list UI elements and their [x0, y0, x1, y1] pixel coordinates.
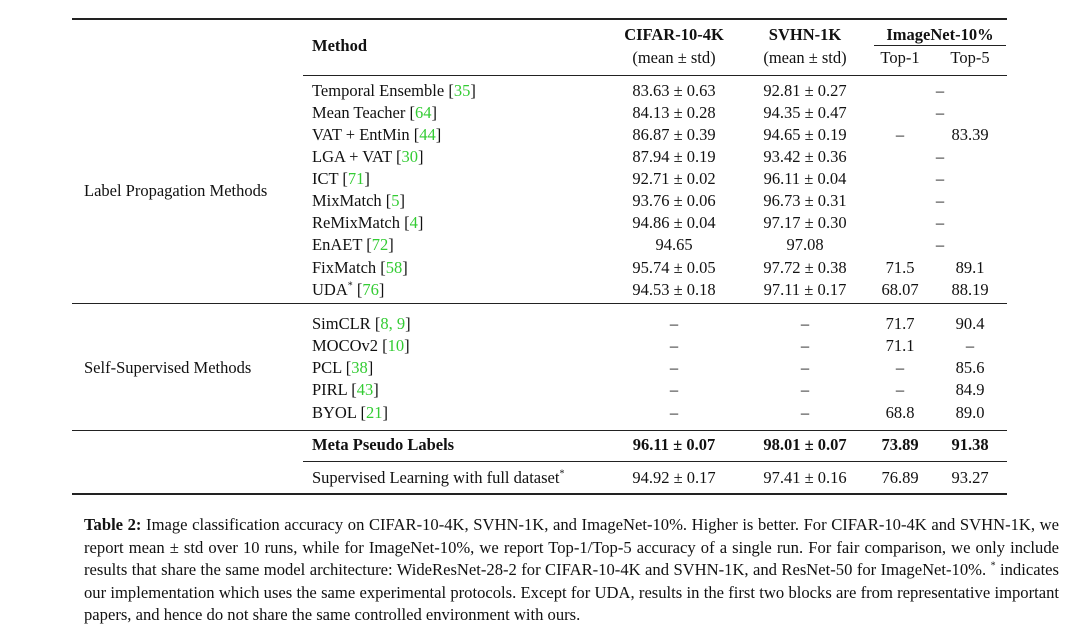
svhn-cell: 94.65 ± 0.19 — [763, 125, 847, 144]
method-cell — [312, 146, 424, 168]
cifar-cell: – — [669, 336, 679, 355]
method-cite: 5 — [391, 191, 400, 210]
method-cite-close: ] — [382, 403, 388, 422]
method-cite-open: [ — [370, 314, 381, 333]
method-cite: 30 — [401, 147, 419, 166]
cifar-cell: – — [669, 314, 679, 333]
method-cell — [312, 234, 394, 256]
caption-text-2: indicates our implementation which uses the same experimental protocols. Except for UDA, results in the first two blocks are from representative important papers, and hence do not share the same controlled environment with ours. — [84, 560, 1059, 624]
method-cell — [312, 357, 373, 379]
top1-cell: 68.8 — [885, 403, 915, 422]
method-cell — [312, 313, 411, 335]
method-cite-close: ] — [435, 125, 442, 144]
mpl-top5: 91.38 — [951, 435, 989, 454]
top1-cell: 71.1 — [885, 336, 915, 355]
method-cite: 44 — [419, 125, 436, 144]
method-cite: 43 — [356, 380, 374, 399]
method-name: FixMatch — [312, 258, 377, 277]
cifar-cell: – — [669, 380, 679, 399]
method-name: ICT — [312, 169, 339, 188]
method-cell — [312, 102, 437, 124]
mpl-svhn: 98.01 ± 0.07 — [763, 435, 847, 454]
top5-cell: 88.19 — [951, 280, 989, 299]
svhn-cell: 93.42 ± 0.36 — [763, 147, 847, 166]
method-cite-close: ] — [378, 280, 385, 299]
svhn-cell: 96.11 ± 0.04 — [763, 169, 847, 188]
cifar-cell: 94.86 ± 0.04 — [632, 213, 716, 232]
method-star: * — [347, 280, 353, 292]
method-cite: 64 — [415, 103, 432, 122]
bottom-rule — [72, 493, 1007, 495]
svhn-cell: – — [800, 314, 810, 333]
group-label-propagation: Label Propagation Methods — [84, 181, 268, 200]
method-cite: 72 — [371, 235, 389, 254]
cifar-cell: – — [669, 403, 679, 422]
supervised-top1: 76.89 — [881, 468, 919, 487]
method-cite: 58 — [385, 258, 403, 277]
svhn-cell: 96.73 ± 0.31 — [763, 191, 847, 210]
top1-cell: 71.7 — [885, 314, 915, 333]
method-name: UDA — [312, 280, 348, 299]
top5-cell: 84.9 — [955, 380, 985, 399]
block-rule-2 — [72, 430, 1007, 431]
mpl-method: Meta Pseudo Labels — [312, 435, 455, 454]
method-cite-close: ] — [417, 213, 424, 232]
method-cite-open: [ — [378, 336, 388, 355]
imagenet-merged-cell: – — [935, 213, 945, 232]
method-cell — [312, 379, 379, 401]
top5-cell: 89.1 — [955, 258, 985, 277]
method-cite-close: ] — [367, 358, 374, 377]
method-cite-close: ] — [373, 380, 379, 399]
method-cite-close: ] — [388, 235, 394, 254]
cifar-cell: 94.65 — [655, 235, 693, 254]
method-cite: 76 — [362, 280, 379, 299]
supervised-cifar: 94.92 ± 0.17 — [632, 468, 716, 487]
imagenet-merged-cell: – — [935, 81, 945, 100]
caption-label: Table 2: — [84, 515, 142, 534]
method-name: PIRL — [312, 380, 348, 399]
method-name: VAT + EntMin — [312, 125, 410, 144]
method-cell — [312, 168, 370, 190]
supervised-name: Supervised Learning with full dataset — [312, 468, 560, 487]
method-cell — [312, 124, 441, 146]
method-cell — [312, 402, 388, 424]
header-svhn-sub: (mean ± std) — [763, 48, 847, 67]
imagenet-merged-cell: – — [935, 103, 945, 122]
cifar-cell: 93.76 ± 0.06 — [632, 191, 716, 210]
method-cell — [312, 80, 476, 102]
method-cite: 21 — [365, 403, 383, 422]
imagenet-merged-cell: – — [935, 235, 945, 254]
top5-cell: 85.6 — [955, 358, 985, 377]
method-cell — [312, 257, 408, 279]
imagenet-merged-cell: – — [935, 169, 945, 188]
header-top1: Top-1 — [880, 48, 920, 67]
top5-cell: – — [965, 336, 975, 355]
header-top5: Top-5 — [950, 48, 990, 67]
table-caption — [84, 514, 1059, 627]
supervised-top5: 93.27 — [951, 468, 989, 487]
header-method: Method — [312, 36, 367, 55]
cifar-cell: 84.13 ± 0.28 — [632, 103, 716, 122]
method-cell — [312, 190, 405, 212]
method-cite: 35 — [453, 81, 471, 100]
top5-cell: 89.0 — [955, 403, 985, 422]
cifar-cell: 92.71 ± 0.02 — [632, 169, 716, 188]
top1-cell: 68.07 — [881, 280, 919, 299]
method-name: BYOL — [312, 403, 357, 422]
method-cite-open: [ — [347, 380, 357, 399]
method-name: MixMatch — [312, 191, 382, 210]
method-cite-close: ] — [405, 314, 411, 333]
method-cite-close: ] — [364, 169, 370, 188]
mpl-cifar: 96.11 ± 0.07 — [632, 435, 716, 454]
block-rule-3 — [303, 461, 1007, 462]
method-cite-open: [ — [352, 280, 363, 299]
imagenet-merged-cell: – — [935, 147, 945, 166]
caption-text: Image classification accuracy on CIFAR-10-4K, SVHN-1K, and ImageNet-10%. Higher is better. For CIFAR-10-4K and SVHN-1K, we report mean ± std over 10 runs, while for ImageNet-10%, we report Top-1/Top-5 accuracy of a single run. For fair comparison, we only include results that share the same model architecture: WideResNet-28-2 for CIFAR-10-4K and SVHN-1K, and ResNet-50 for ImageNet-10%. — [84, 515, 1059, 579]
svhn-cell: – — [800, 358, 810, 377]
svhn-cell: – — [800, 380, 810, 399]
method-cite-close: ] — [470, 81, 476, 100]
svhn-cell: 94.35 ± 0.47 — [763, 103, 847, 122]
method-cite: 38 — [351, 358, 368, 377]
svhn-cell: 92.81 ± 0.27 — [763, 81, 847, 100]
method-cite: 10 — [387, 336, 405, 355]
supervised-svhn: 97.41 ± 0.16 — [763, 468, 847, 487]
header-imagenet: ImageNet-10% — [886, 25, 994, 44]
cifar-cell: 95.74 ± 0.05 — [632, 258, 716, 277]
top5-cell: 90.4 — [955, 314, 985, 333]
method-cite-close: ] — [404, 336, 410, 355]
method-cell — [312, 279, 384, 301]
caption-star: * — [990, 560, 996, 572]
top-rule — [72, 18, 1007, 20]
method-name: EnAET — [312, 235, 363, 254]
cifar-cell: 94.53 ± 0.18 — [632, 280, 716, 299]
mpl-top1: 73.89 — [881, 435, 919, 454]
cifar-cell: – — [669, 358, 679, 377]
method-cite-open: [ — [381, 191, 392, 210]
method-cite-close: ] — [431, 103, 437, 122]
method-cite-open: [ — [444, 81, 454, 100]
method-cite-open: [ — [400, 213, 410, 232]
method-name: Mean Teacher — [312, 103, 406, 122]
method-name: SimCLR — [312, 314, 371, 333]
method-name: MOCOv2 — [312, 336, 379, 355]
method-cite-close: ] — [418, 147, 424, 166]
method-name: Temporal Ensemble — [312, 81, 445, 100]
svhn-cell: 97.11 ± 0.17 — [763, 280, 847, 299]
method-name: PCL — [312, 358, 342, 377]
method-cite: 8, 9 — [380, 314, 406, 333]
method-cite-open: [ — [356, 403, 366, 422]
svhn-cell: 97.72 ± 0.38 — [763, 258, 847, 277]
method-cite: 71 — [347, 169, 365, 188]
svhn-cell: – — [800, 403, 810, 422]
header-cifar-sub: (mean ± std) — [632, 48, 716, 67]
top1-cell: – — [895, 380, 905, 399]
method-cite-close: ] — [399, 191, 406, 210]
block-rule-1 — [72, 303, 1007, 304]
method-cite-open: [ — [341, 358, 352, 377]
group-self-supervised: Self-Supervised Methods — [84, 358, 252, 377]
cifar-cell: 83.63 ± 0.63 — [632, 81, 716, 100]
top1-cell: – — [895, 358, 905, 377]
method-cite: 4 — [409, 213, 418, 232]
method-cite-open: [ — [391, 147, 402, 166]
method-cite-close: ] — [402, 258, 408, 277]
imagenet-merged-cell: – — [935, 191, 945, 210]
cifar-cell: 86.87 ± 0.39 — [632, 125, 716, 144]
svhn-cell: 97.17 ± 0.30 — [763, 213, 847, 232]
method-cite-open: [ — [376, 258, 386, 277]
supervised-star: * — [559, 468, 565, 480]
top1-cell: 71.5 — [885, 258, 915, 277]
header-rule — [303, 75, 1007, 76]
method-name: LGA + VAT — [312, 147, 392, 166]
method-cite-open: [ — [362, 235, 372, 254]
supervised-method — [312, 467, 564, 489]
method-cite-open: [ — [409, 125, 420, 144]
method-cell — [312, 335, 410, 357]
header-cifar: CIFAR-10-4K — [624, 25, 724, 44]
top1-cell: – — [895, 125, 905, 144]
cifar-cell: 87.94 ± 0.19 — [632, 147, 716, 166]
method-name: ReMixMatch — [312, 213, 400, 232]
top5-cell: 83.39 — [951, 125, 989, 144]
method-cite-open: [ — [405, 103, 415, 122]
header-svhn: SVHN-1K — [768, 25, 842, 44]
svhn-cell: 97.08 — [786, 235, 824, 254]
method-cell — [312, 212, 423, 234]
method-cite-open: [ — [338, 169, 348, 188]
svhn-cell: – — [800, 336, 810, 355]
